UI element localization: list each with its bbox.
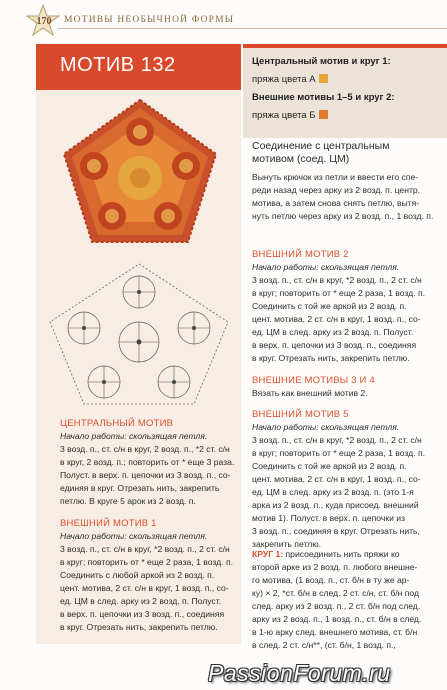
text-line: 3 возд. п., ст. с/н в круг, *2 возд. п., 2 ст. с/н xyxy=(60,544,230,554)
text-line: мотив 1). Полуст. в верх. п. цепочки из xyxy=(252,513,406,523)
join-text xyxy=(252,171,442,223)
central-motif-start: Начало работы: скользящая петля. xyxy=(60,431,208,441)
header-rule xyxy=(58,28,447,29)
yarn-info-accent xyxy=(243,44,447,48)
outer-motif-5-heading: ВНЕШНИЙ МОТИВ 5 xyxy=(252,409,349,420)
text-line: ку) × 2, *ст. б/н в след. 2 ст. с/н, ст. б/н под xyxy=(252,588,420,598)
forum-watermark: PassionForum.ru xyxy=(208,660,391,686)
round-1-section xyxy=(252,548,442,652)
text-line: мотива, а затем снова снять петлю, вытя- xyxy=(252,198,420,208)
outer-motif-2-start: Начало работы: скользящая петля. xyxy=(252,262,400,272)
text-line: в верх. п. цепочки из 3 возд. п., соединяя xyxy=(60,609,225,619)
color-b-swatch xyxy=(319,110,328,119)
text-line: Соединить с той же аркой из 2 возд. п. xyxy=(252,461,407,471)
text-line: цент. мотива, 2 ст. с/н в круг, 1 возд. п., со- xyxy=(252,474,421,484)
text-line: Вынуть крючок из петли и ввести его спе- xyxy=(252,172,419,182)
round-1-first-line xyxy=(252,548,442,561)
text-line: в круг, 2 возд. п.; повторить от * еще 3 раза. xyxy=(60,457,235,467)
join-heading xyxy=(252,140,447,166)
crochet-diagram xyxy=(44,258,234,408)
outer-motif-1-heading: ВНЕШНИЙ МОТИВ 1 xyxy=(60,518,157,529)
text-line: Соединить с той же аркой из 2 возд. п. xyxy=(252,301,407,311)
outer-motif-2-section xyxy=(252,248,442,365)
outer-motif-5-start: Начало работы: скользящая петля. xyxy=(252,422,400,432)
text-line: го мотива, (1 возд. п., ст. б/н в ту же ар- xyxy=(252,575,410,585)
text-line: ед. ЦМ в след. арку из 2 возд. п. (это 1-я xyxy=(252,487,414,497)
text-line: в круг. Отрезать нить, закрепить петлю. xyxy=(60,622,218,632)
outer-motif-3-4-text: Вязать как внешний мотив 2. xyxy=(252,388,368,398)
text-line: в круг; повторить от * еще 2 раза, 1 возд. п. xyxy=(252,288,426,298)
text-line: арку из 2 возд. п., 1 возд. п., ст. б/н в след. xyxy=(252,614,422,624)
round-1-first-text: присоединить нить пряжи ко xyxy=(283,549,400,559)
text-line: в круг; повторить от * еще 2 раза, 1 возд. п. xyxy=(60,557,234,567)
motif-title: МОТИВ 132 xyxy=(60,54,176,76)
text-line: 3 возд. п., ст. с/н в круг, 2 возд. п., *2 ст. с/н xyxy=(60,444,230,454)
text-line: 3 возд. п., ст. с/н в круг, *2 возд. п., 2 ст. с/н xyxy=(252,435,422,445)
outer-motif-5-section xyxy=(252,408,442,551)
outer-motif-3-4-heading: ВНЕШНИЕ МОТИВЫ 3 И 4 xyxy=(252,375,375,386)
color-a-row xyxy=(252,74,328,86)
text-line: реди назад через арку из 2 возд. п. центр. xyxy=(252,185,421,195)
text-line: петлю. В круге 5 арок из 2 возд. п. xyxy=(60,496,196,506)
text-line: цент. мотива, 2 ст. с/н в круг, 1 возд. п., со- xyxy=(252,314,421,324)
join-heading-line-1: Соединение с центральным xyxy=(252,140,390,152)
text-line: след. арку из 2 возд. п., 2 ст. б/н под след. xyxy=(252,601,421,611)
center-yarn-label: Центральный мотив и круг 1: xyxy=(252,56,391,67)
outer-motif-1-start: Начало работы: скользящая петля. xyxy=(60,531,208,541)
text-line: второй арке из 2 возд. п. любого внешне- xyxy=(252,562,418,572)
text-line: закрепить петлю. xyxy=(252,539,322,549)
color-a-label: пряжа цвета А xyxy=(252,74,316,85)
text-line: в след. 2 ст. с/н**, (ст. б/н, 1 возд. п., xyxy=(252,640,396,650)
text-line: арка из 2 возд. п., куда присоед. внешний xyxy=(252,500,419,510)
text-line: в круг; повторить от * еще 2 раза, 1 возд. п. xyxy=(252,448,426,458)
text-line: цент. мотива, 2 ст. с/н в круг, 1 возд. п., со- xyxy=(60,583,229,593)
text-line: в верх. п. цепочки из 3 возд. п., соединяя xyxy=(252,340,417,350)
central-motif-section xyxy=(60,417,240,508)
text-line: 3 возд. п., ст. с/н в круг, *2 возд. п., 2 ст. с/н xyxy=(252,275,422,285)
text-line: в круг. Отрезать нить, закрепить петлю. xyxy=(252,353,410,363)
join-heading-line-2: мотивом (соед. ЦМ) xyxy=(252,153,350,165)
text-line: Полуст. в верх. п. цепочки из 3 возд. п., со- xyxy=(60,470,231,480)
text-line: нуть петлю через арку из 2 возд. п., 1 возд. п. xyxy=(252,211,434,221)
outer-motif-1-section xyxy=(60,517,240,634)
page-number: 170 xyxy=(36,16,52,27)
central-motif-heading: ЦЕНТРАЛЬНЫЙ МОТИВ xyxy=(60,418,174,429)
page-header xyxy=(0,0,447,40)
text-line: Соединить с любой аркой из 2 возд. п. xyxy=(60,570,215,580)
color-b-row xyxy=(252,110,328,122)
text-line: ед. ЦМ в след. арку из 2 возд. п. Полуст. xyxy=(60,596,222,606)
running-title: МОТИВЫ НЕОБЫЧНОЙ ФОРМЫ xyxy=(64,15,235,25)
round-1-label: КРУГ 1: xyxy=(252,549,284,559)
outer-motif-2-heading: ВНЕШНИЙ МОТИВ 2 xyxy=(252,249,349,260)
text-line: ед. ЦМ в след. арку из 2 возд. п. Полуст. xyxy=(252,327,414,337)
text-line: единяя в круг. Отрезать нить, закрепить xyxy=(60,483,220,493)
motif-photo xyxy=(60,96,220,246)
text-line: 3 возд. п., соединяя в круг. Отрезать нить, xyxy=(252,526,420,536)
color-b-label: пряжа цвета Б xyxy=(252,110,316,121)
outer-yarn-label: Внешние мотивы 1–5 и круг 2: xyxy=(252,92,395,103)
color-a-swatch xyxy=(319,74,328,83)
outer-motif-3-4-section xyxy=(252,374,442,400)
text-line: в 1-ю арку след. внешнего мотива, ст. б/н xyxy=(252,627,418,637)
